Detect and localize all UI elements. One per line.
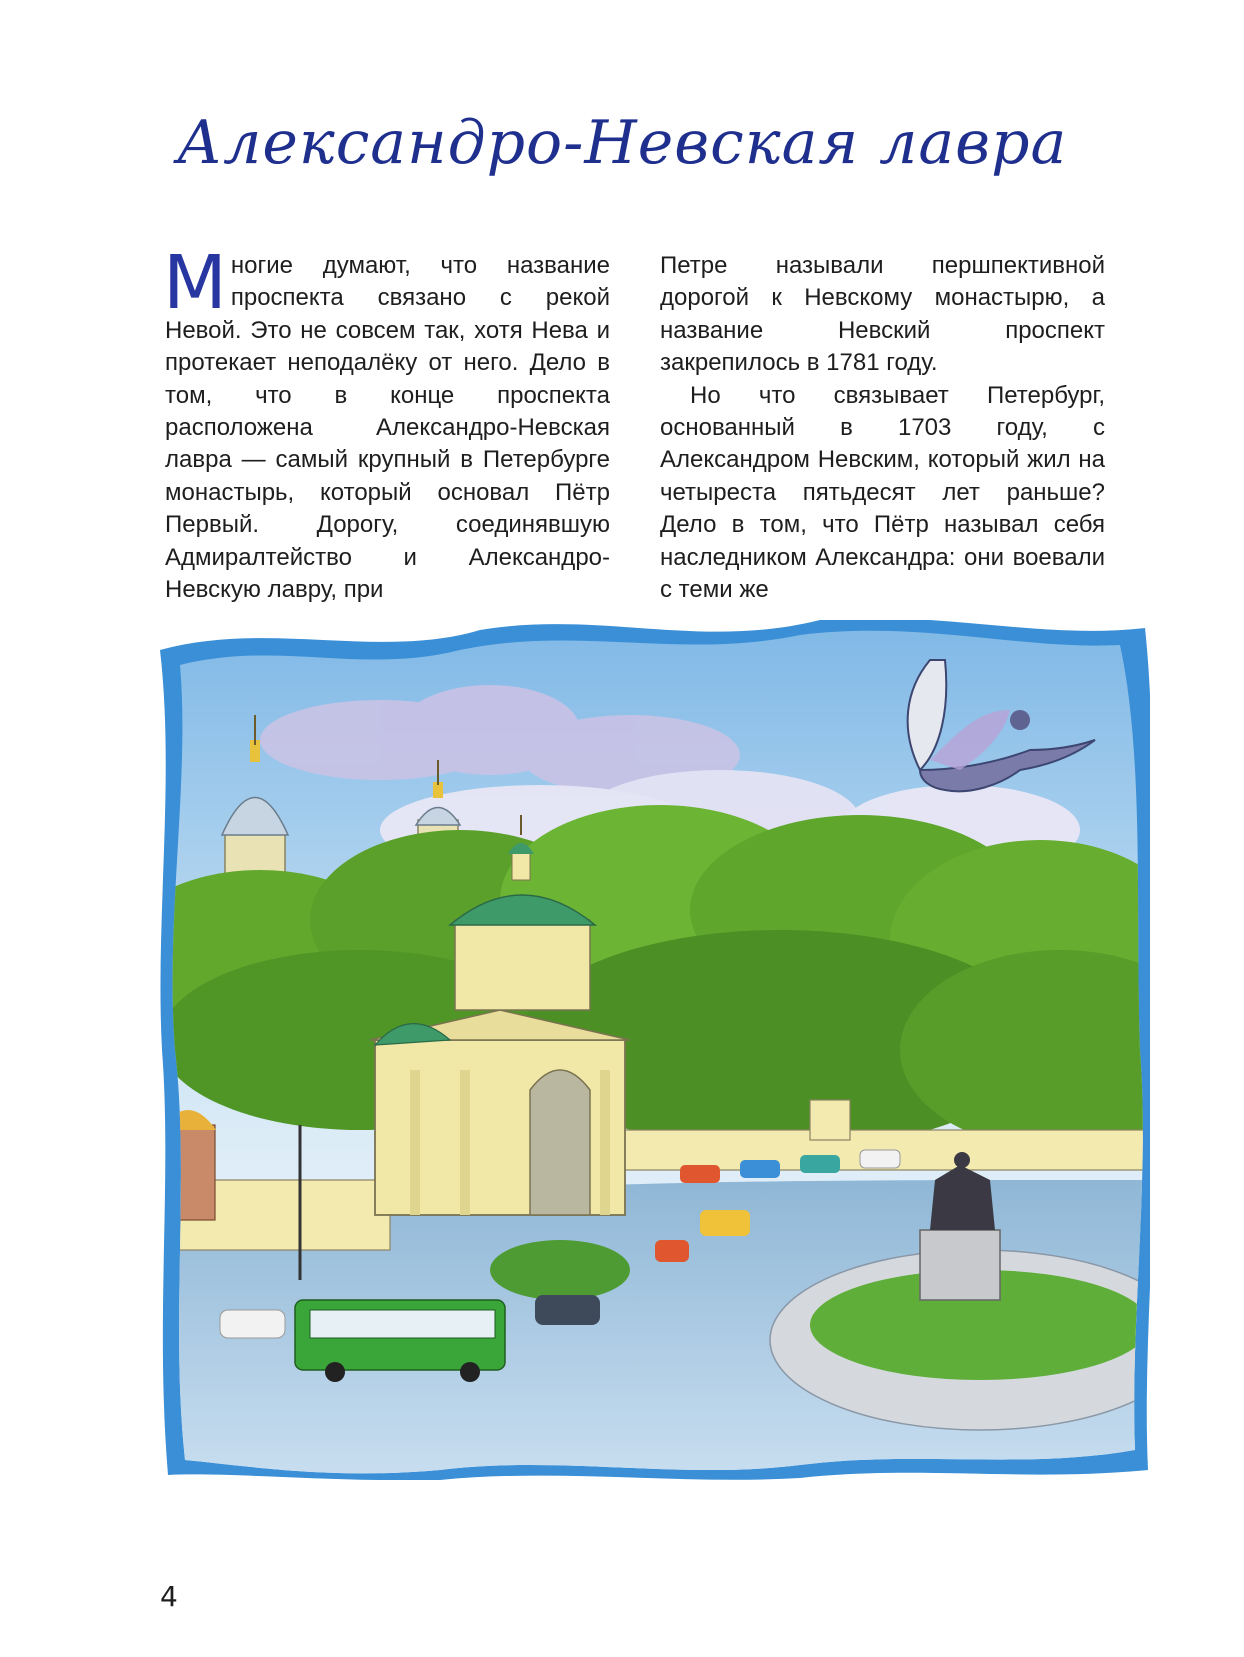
- paragraph: [163, 240, 610, 606]
- page-title: Александро-Невская лавра: [176, 108, 1068, 178]
- page-number: 4: [160, 1580, 178, 1613]
- lawn: [490, 1240, 630, 1300]
- drop-cap: М: [163, 240, 227, 326]
- paragraph: Но что связывает Петербург, основанный в 1703 году, с Александром Невским, который жил на четыреста пятьдесят лет раньше? Дело в том, что Пётр называл себя наследником Александра: они воевали с теми же: [660, 381, 1105, 604]
- green-bus: [295, 1300, 505, 1382]
- text-column-left: [163, 240, 610, 606]
- paragraph: Петре называли першпективной дорогой к Невскому монастырю, а название Невский проспект закрепилось в 1781 году.: [660, 252, 1105, 377]
- scene: [160, 620, 1150, 1480]
- paragraph-text: ногие думают, что название проспекта связано с рекой Невой. Это не совсем так, хотя Нева и протекает неподалёку от него. Дело в том, что в конце проспекта расположена Александро-Невская лавра — самый крупный в Петербурге монастырь, который основал Пётр Первый. Дорогу, соединявшую Адмиралтейство и Александро-Невскую лавру, при: [165, 252, 610, 604]
- text-column-right: [660, 250, 1105, 606]
- illustration-alexander-nevsky-lavra: [160, 620, 1150, 1480]
